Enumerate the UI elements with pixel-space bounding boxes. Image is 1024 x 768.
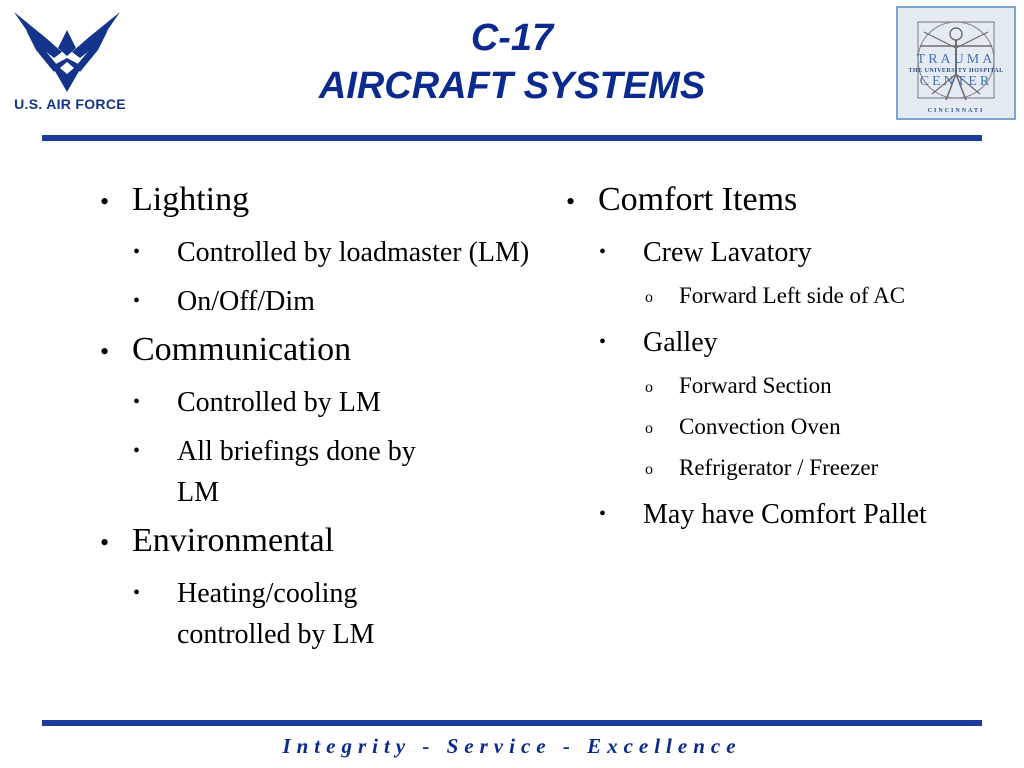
sub-bullet-label: Galley <box>643 327 718 358</box>
sub-sub-bullet <box>645 453 1006 482</box>
bullet-label: Environmental <box>132 522 335 559</box>
sub-bullet <box>599 322 1006 363</box>
title-line-2: AIRCRAFT SYSTEMS <box>318 65 706 107</box>
sub-bullet <box>133 573 417 655</box>
sub-sub-bullet <box>645 371 1006 400</box>
air-force-logo-text: U.S. AIR FORCE <box>14 96 126 112</box>
sub-sub-bullet-label: Convection Oven <box>679 414 841 439</box>
sub-bullet <box>599 232 1006 273</box>
sub-sub-bullet-label: Forward Left side of AC <box>679 283 906 308</box>
bullet-label: Comfort Items <box>598 181 798 218</box>
bullet-icon: • <box>599 503 607 525</box>
bullet-icon: • <box>133 290 141 312</box>
trauma-logo-line-2: THE UNIVERSITY HOSPITAL <box>908 68 1004 74</box>
left-bullet-column <box>100 180 540 663</box>
sub-bullet-label: Crew Lavatory <box>643 237 812 268</box>
sub-sub-bullet <box>645 281 1006 310</box>
bullet-lighting <box>100 180 540 220</box>
trauma-logo-line-1: TRAUMA <box>916 52 996 67</box>
bullet-icon: • <box>599 241 607 263</box>
bullet-icon: • <box>133 440 141 462</box>
sub-bullet-label: All briefings done by LM <box>177 436 416 508</box>
circle-bullet-icon: o <box>645 420 653 437</box>
circle-bullet-icon: o <box>645 289 653 306</box>
bullet-icon: • <box>599 331 607 353</box>
trauma-center-logo <box>896 6 1016 120</box>
sub-bullet <box>133 382 540 423</box>
circle-bullet-icon: o <box>645 461 653 478</box>
bullet-comfort-items <box>566 180 1006 220</box>
footer-divider <box>42 720 982 726</box>
sub-bullet-label: Heating/cooling controlled by LM <box>177 578 375 650</box>
sub-bullet <box>133 431 437 513</box>
bullet-label: Lighting <box>132 181 250 218</box>
footer-motto: Integrity - Service - Excellence <box>282 734 742 758</box>
right-bullet-column <box>566 180 1006 543</box>
sub-sub-bullet-label: Forward Section <box>679 373 832 398</box>
sub-bullet-label: On/Off/Dim <box>177 286 315 317</box>
bullet-icon: • <box>100 187 110 216</box>
bullet-icon: • <box>133 582 141 604</box>
sub-bullet <box>133 281 540 322</box>
trauma-logo-line-3: CENTER <box>919 74 993 89</box>
bullet-icon: • <box>133 241 141 263</box>
header-divider <box>42 135 982 141</box>
bullet-label: Communication <box>132 331 352 368</box>
air-force-wings-icon <box>6 8 128 98</box>
sub-sub-bullet <box>645 412 1006 441</box>
sub-bullet-label: May have Comfort Pallet <box>643 499 927 530</box>
sub-bullet-label: Controlled by loadmaster (LM) <box>177 237 530 268</box>
sub-sub-bullet-label: Refrigerator / Freezer <box>679 455 879 480</box>
circle-bullet-icon: o <box>645 379 653 396</box>
bullet-icon: • <box>100 528 110 557</box>
trauma-logo-line-4: CINCINNATI <box>927 108 985 114</box>
air-force-logo <box>6 8 128 118</box>
title-line-1: C-17 <box>470 17 554 59</box>
sub-bullet <box>133 232 540 273</box>
bullet-icon: • <box>100 337 110 366</box>
bullet-communication <box>100 330 540 370</box>
bullet-environmental <box>100 521 540 561</box>
sub-bullet-label: Controlled by LM <box>177 387 381 418</box>
bullet-icon: • <box>133 391 141 413</box>
sub-bullet <box>599 494 1006 535</box>
slide-title <box>200 14 824 110</box>
bullet-icon: • <box>566 187 576 216</box>
